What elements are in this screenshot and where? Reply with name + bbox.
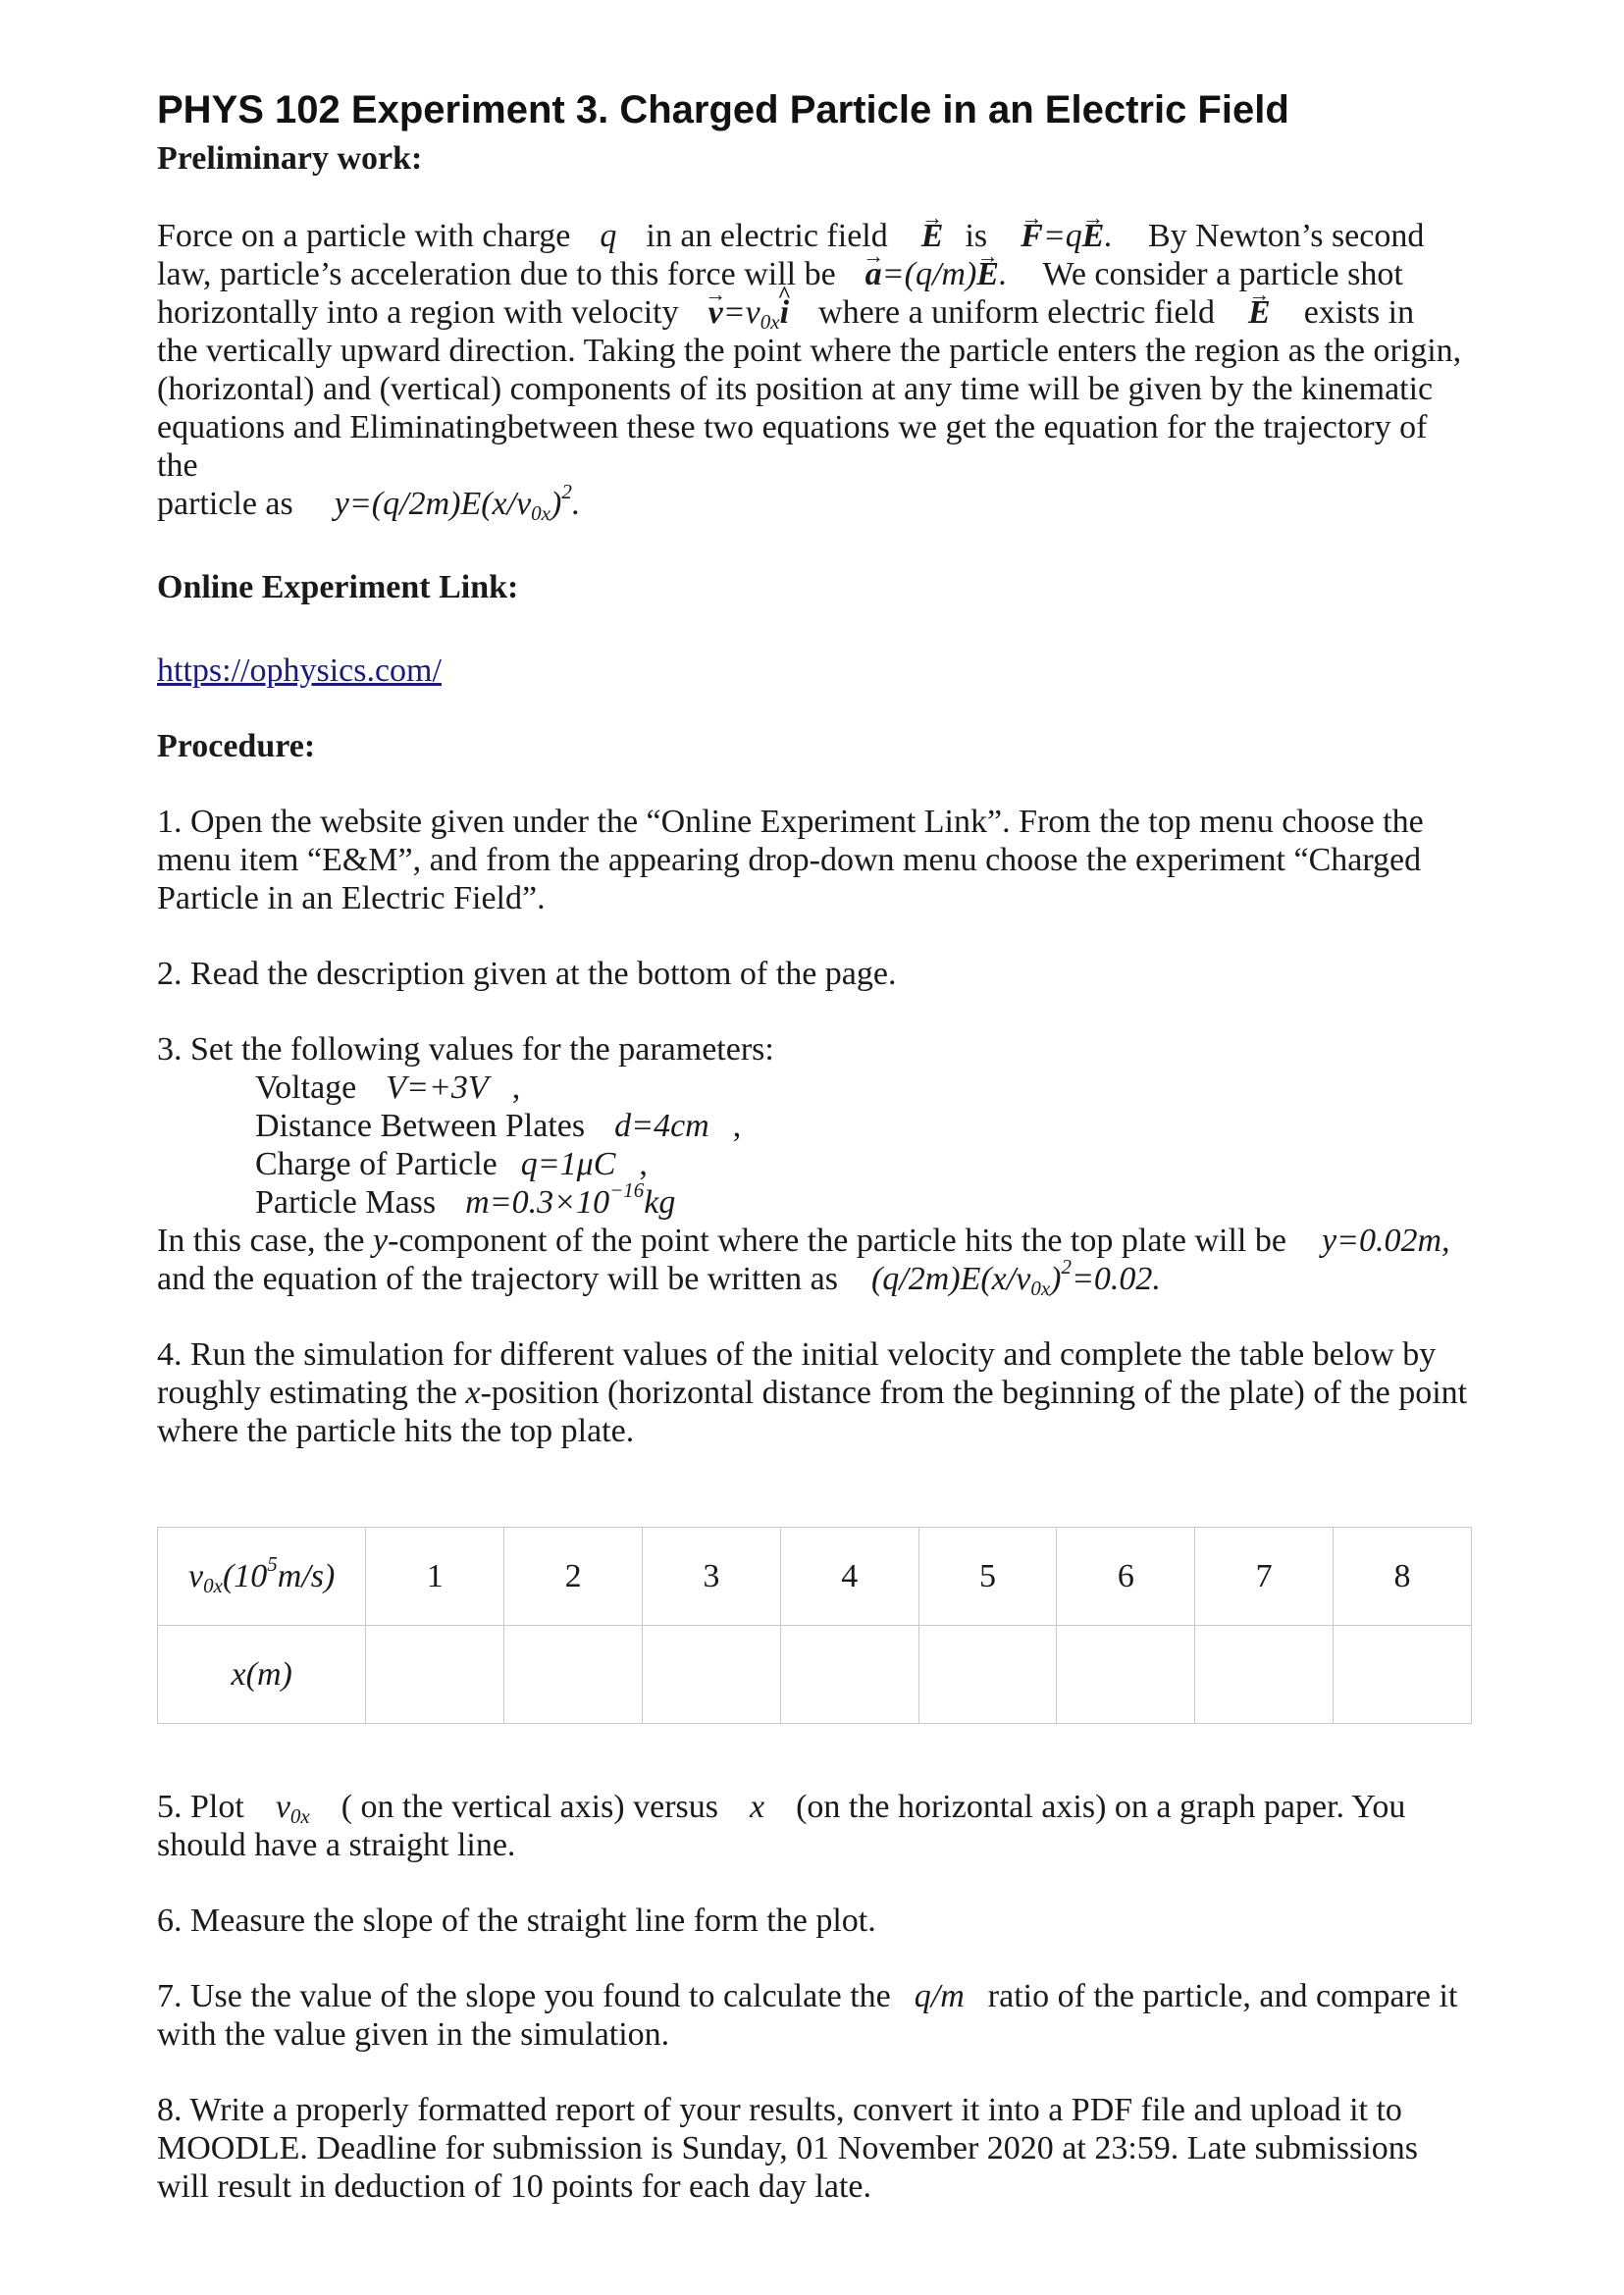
procedure-step-2: 2. Read the description given at the bottom of the page.	[157, 956, 897, 992]
text-span: where a uniform electric field	[818, 294, 1216, 331]
param-label: Distance Between Plates	[255, 1108, 586, 1144]
formula-trajectory-value: $(q/2m)E(x/v_{0x})^2=0.02$.	[870, 1255, 1161, 1300]
formula-q: q	[600, 218, 617, 254]
cell-v2: 2	[504, 1528, 643, 1626]
preliminary-line-1	[157, 217, 1472, 255]
param-value: d=4cm	[614, 1108, 709, 1144]
cell-x7[interactable]	[1195, 1626, 1334, 1724]
preliminary-rest: the vertically upward direction. Taking the point where the particle enters the region as the origin, (horizontal) and (vertical) components of its position at any time will be given by the kinematic equations and Eliminatingbetween these two equations we get the equation for the trajectory of the	[157, 333, 1462, 484]
formula-q-over-m: q/m	[914, 1978, 965, 2014]
text-span: 5. Plot	[157, 1789, 244, 1825]
case-line-1	[157, 1222, 1472, 1260]
cell-x6[interactable]	[1057, 1626, 1195, 1724]
param-mass	[157, 1178, 1472, 1222]
table-row	[158, 1528, 1472, 1626]
procedure-step-1: 1. Open the website given under the “Online Experiment Link”. From the top menu choose the menu item “E&M”, and from the appearing drop-down menu choose the experiment “Charged Particle in an Electric Field”.	[157, 804, 1424, 916]
formula-E: → E	[1248, 294, 1271, 331]
link-paragraph	[157, 652, 1472, 690]
preliminary-heading: Preliminary work:	[157, 140, 423, 177]
text-span: ( on the vertical axis) versus	[341, 1789, 718, 1825]
preliminary-line-3	[157, 293, 1472, 332]
text-span: In this case, the	[157, 1223, 365, 1259]
header-vox: $v_{0x}(10^5m/s)$	[158, 1528, 366, 1626]
text-span: law, particle’s acceleration due to this force will be	[157, 256, 836, 292]
param-value: q=1μC	[520, 1146, 616, 1182]
text-span: By Newton’s second	[1147, 218, 1425, 254]
procedure-step-6: 6. Measure the slope of the straight line form the plot.	[157, 1903, 876, 1939]
procedure-step-8: 8. Write a properly formatted report of your results, convert it into a PDF file and upload it to MOODLE. Deadline for submission is Sunday, 01 November 2020 at 23:59. Late submissions will result in deduction of 10 points for each day late.	[157, 2092, 1418, 2205]
lower-steps	[157, 1788, 1472, 2206]
text-span: particle as	[157, 486, 293, 522]
cell-v1: 1	[366, 1528, 504, 1626]
procedure-step-5	[157, 1788, 1472, 1864]
param-value: $m=0.3\times 10^{-16}kg$	[465, 1178, 676, 1221]
online-heading: Online Experiment Link:	[157, 569, 519, 605]
formula-velocity: → $v=v_{0x}\^{}$ i	[708, 294, 789, 331]
param-label: Particle Mass	[255, 1184, 437, 1221]
case-line-2	[157, 1255, 1472, 1300]
formula-E: → E	[921, 218, 944, 254]
formula-trajectory: $y=(q/2m)E(x/v_{0x})^2$.	[334, 480, 581, 525]
document-page	[157, 82, 1472, 2205]
text-span: and the equation of the trajectory will be written as	[157, 1261, 838, 1297]
param-charge: Charge of Particle q=1μC ,	[255, 1146, 648, 1182]
procedure-step-4	[157, 1335, 1472, 1450]
text-span: is	[965, 218, 988, 254]
param-voltage: Voltage V=+3V ,	[255, 1069, 521, 1106]
procedure-step-7	[157, 1977, 1472, 2054]
ophysics-link[interactable]: https://ophysics.com/	[157, 652, 442, 689]
formula-vox: $v_{0x}$	[275, 1789, 310, 1828]
procedure-step-3	[157, 1030, 1472, 1298]
text-span: (on the horizontal axis) on a graph paper. You should have a straight line.	[157, 1789, 1406, 1863]
cell-x3[interactable]	[643, 1626, 781, 1724]
cell-x4[interactable]	[780, 1626, 918, 1724]
formula-acceleration: → a=(q/m)→ E.	[865, 256, 1008, 292]
text-span: 7. Use the value of the slope you found to calculate the	[157, 1978, 891, 2014]
text-span: in an electric field	[646, 218, 888, 254]
preliminary-last-line	[157, 480, 1472, 525]
cell-v5: 5	[918, 1528, 1057, 1626]
param-value: V=+3V	[386, 1069, 489, 1106]
text-span: Force on a particle with charge	[157, 218, 571, 254]
cell-x1[interactable]	[366, 1626, 504, 1724]
param-label: Voltage	[255, 1069, 357, 1106]
cell-x5[interactable]	[918, 1626, 1057, 1724]
table-row	[158, 1626, 1472, 1724]
cell-v6: 6	[1057, 1528, 1195, 1626]
param-label: Charge of Particle	[255, 1146, 498, 1182]
cell-x8[interactable]	[1334, 1626, 1472, 1724]
text-span: x	[465, 1375, 481, 1411]
preliminary-line-2	[157, 255, 1472, 293]
formula-x: x	[750, 1789, 765, 1825]
text-span: ratio of the particle, and compare it with the value given in the simulation.	[157, 1978, 1458, 2053]
step-3-text: 3. Set the following values for the parameters:	[157, 1031, 774, 1068]
cell-v3: 3	[643, 1528, 781, 1626]
procedure-heading: Procedure:	[157, 728, 316, 764]
text-span: y	[373, 1223, 389, 1259]
text-span: We consider a particle shot	[1042, 256, 1403, 292]
formula-force: → F=q→ E.	[1021, 218, 1113, 254]
cell-v8: 8	[1334, 1528, 1472, 1626]
formula-y-hit: y=0.02m,	[1321, 1223, 1450, 1259]
velocity-table	[157, 1527, 1472, 1724]
cell-v4: 4	[780, 1528, 918, 1626]
text-span: horizontally into a region with velocity	[157, 294, 679, 331]
cell-v7: 7	[1195, 1528, 1334, 1626]
cell-x2[interactable]	[504, 1626, 643, 1724]
text-span: 4. Run the simulation for different values of the initial velocity and complete the table below by roughly estimating the	[157, 1336, 1437, 1411]
page-title: PHYS 102 Experiment 3. Charged Particle in an Electric Field	[157, 88, 1289, 131]
param-distance: Distance Between Plates d=4cm ,	[255, 1108, 742, 1144]
header-x: x(m)	[158, 1626, 366, 1724]
text-span: -position (horizontal distance from the beginning of the plate) of the point where the particle hits the top plate.	[157, 1375, 1468, 1449]
text-span: exists in	[1303, 294, 1415, 331]
preliminary-paragraph	[157, 217, 1472, 523]
text-span: -component of the point where the particle hits the top plate will be	[388, 1223, 1286, 1259]
